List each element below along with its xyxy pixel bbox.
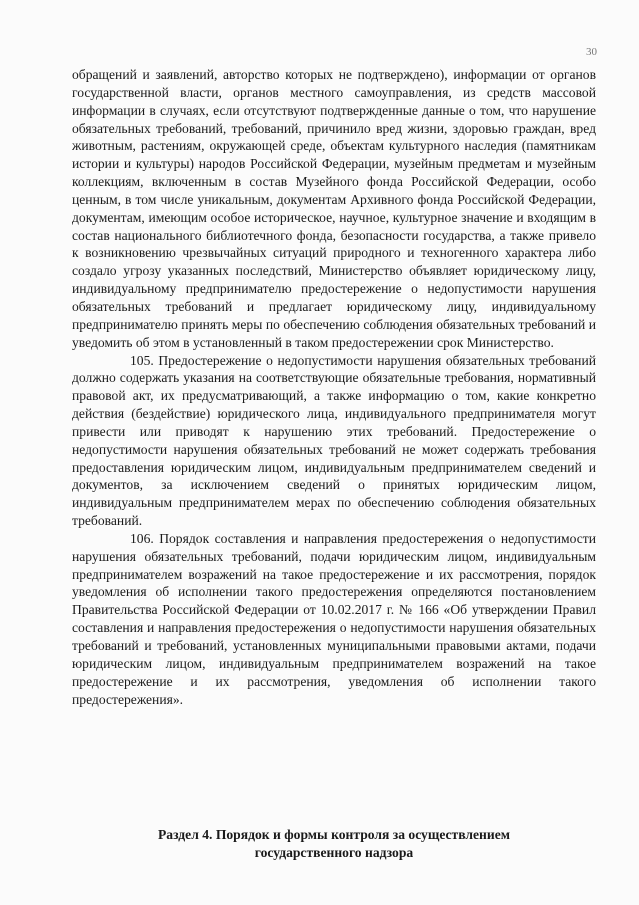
section-heading-line-1: Раздел 4. Порядок и формы контроля за осуществлением <box>157 827 511 842</box>
section-heading <box>72 826 596 862</box>
paragraph-continuation: обращений и заявлений, авторство которых не подтверждено), информации от органов государственной власти, органов местного самоуправления, из средств массовой информации в случаях, если отсутствуют подтвержденные данные о том, что нарушение обязательных требований, требований, причинило вред жизни, здоровью граждан, вред животным, растениям, окружающей среде, объектам культурного наследия (памятникам истории и культуры) народов Российской Федерации, музейным предметам и музейным коллекциям, включенным в состав Музейного фонда Российской Федерации, особо ценным, в том числе уникальным, документам Архивного фонда Российской Федерации, документам, имеющим особое историческое, научное, культурное значение и входящим в состав национального библиотечного фонда, безопасности государства, а также привело к возникновению чрезвычайных ситуаций природного и техногенного характера либо создало угрозу указанных последствий, Министерство объявляет юридическому лицу, индивидуальному предпринимателю предостережение о недопустимости нарушения обязательных требований и предлагает юридическому лицу, индивидуальному предпринимателю принять меры по обеспечению соблюдения обязательных требований и уведомить об этом в установленный в таком предостережении срок Министерство. <box>72 67 596 350</box>
page-number: 30 <box>586 46 597 58</box>
body-text <box>72 66 596 708</box>
paragraph-106: 106. Порядок составления и направления предостережения о недопустимости нарушения обязательных требований, подачи юридическим лицом, индивидуальным предпринимателем возражений на такое предостережение и их рассмотрения, порядок уведомления об исполнении такого предостережения определяются постановлением Правительства Российской Федерации от 10.02.2017 г. № 166 «Об утверждении Правил составления и направления предостережения о недопустимости нарушения обязательных требований и требований, установленных муниципальными правовыми актами, подачи юридическим лицом, индивидуальным предпринимателем возражений на такое предостережение и их рассмотрения, уведомления об исполнении такого предостережения». <box>72 530 596 707</box>
section-heading-line-2: государственного надзора <box>254 844 414 860</box>
paragraph-105: 105. Предостережение о недопустимости нарушения обязательных требований должно содержать указания на соответствующие обязательные требования, нормативный правовой акт, их предусматривающий, а также информацию о том, какие конкретно действия (бездействие) юридического лица, индивидуального предпринимателя могут привести или приводят к нарушению этих требований. Предостережение о недопустимости нарушения обязательных требований не может содержать требования предоставления юридическим лицом, индивидуальным предпринимателем сведений и документов, за исключением сведений о принятых юридическим лицом, индивидуальным предпринимателем мерах по обеспечению соблюдения обязательных требований. <box>72 352 596 529</box>
